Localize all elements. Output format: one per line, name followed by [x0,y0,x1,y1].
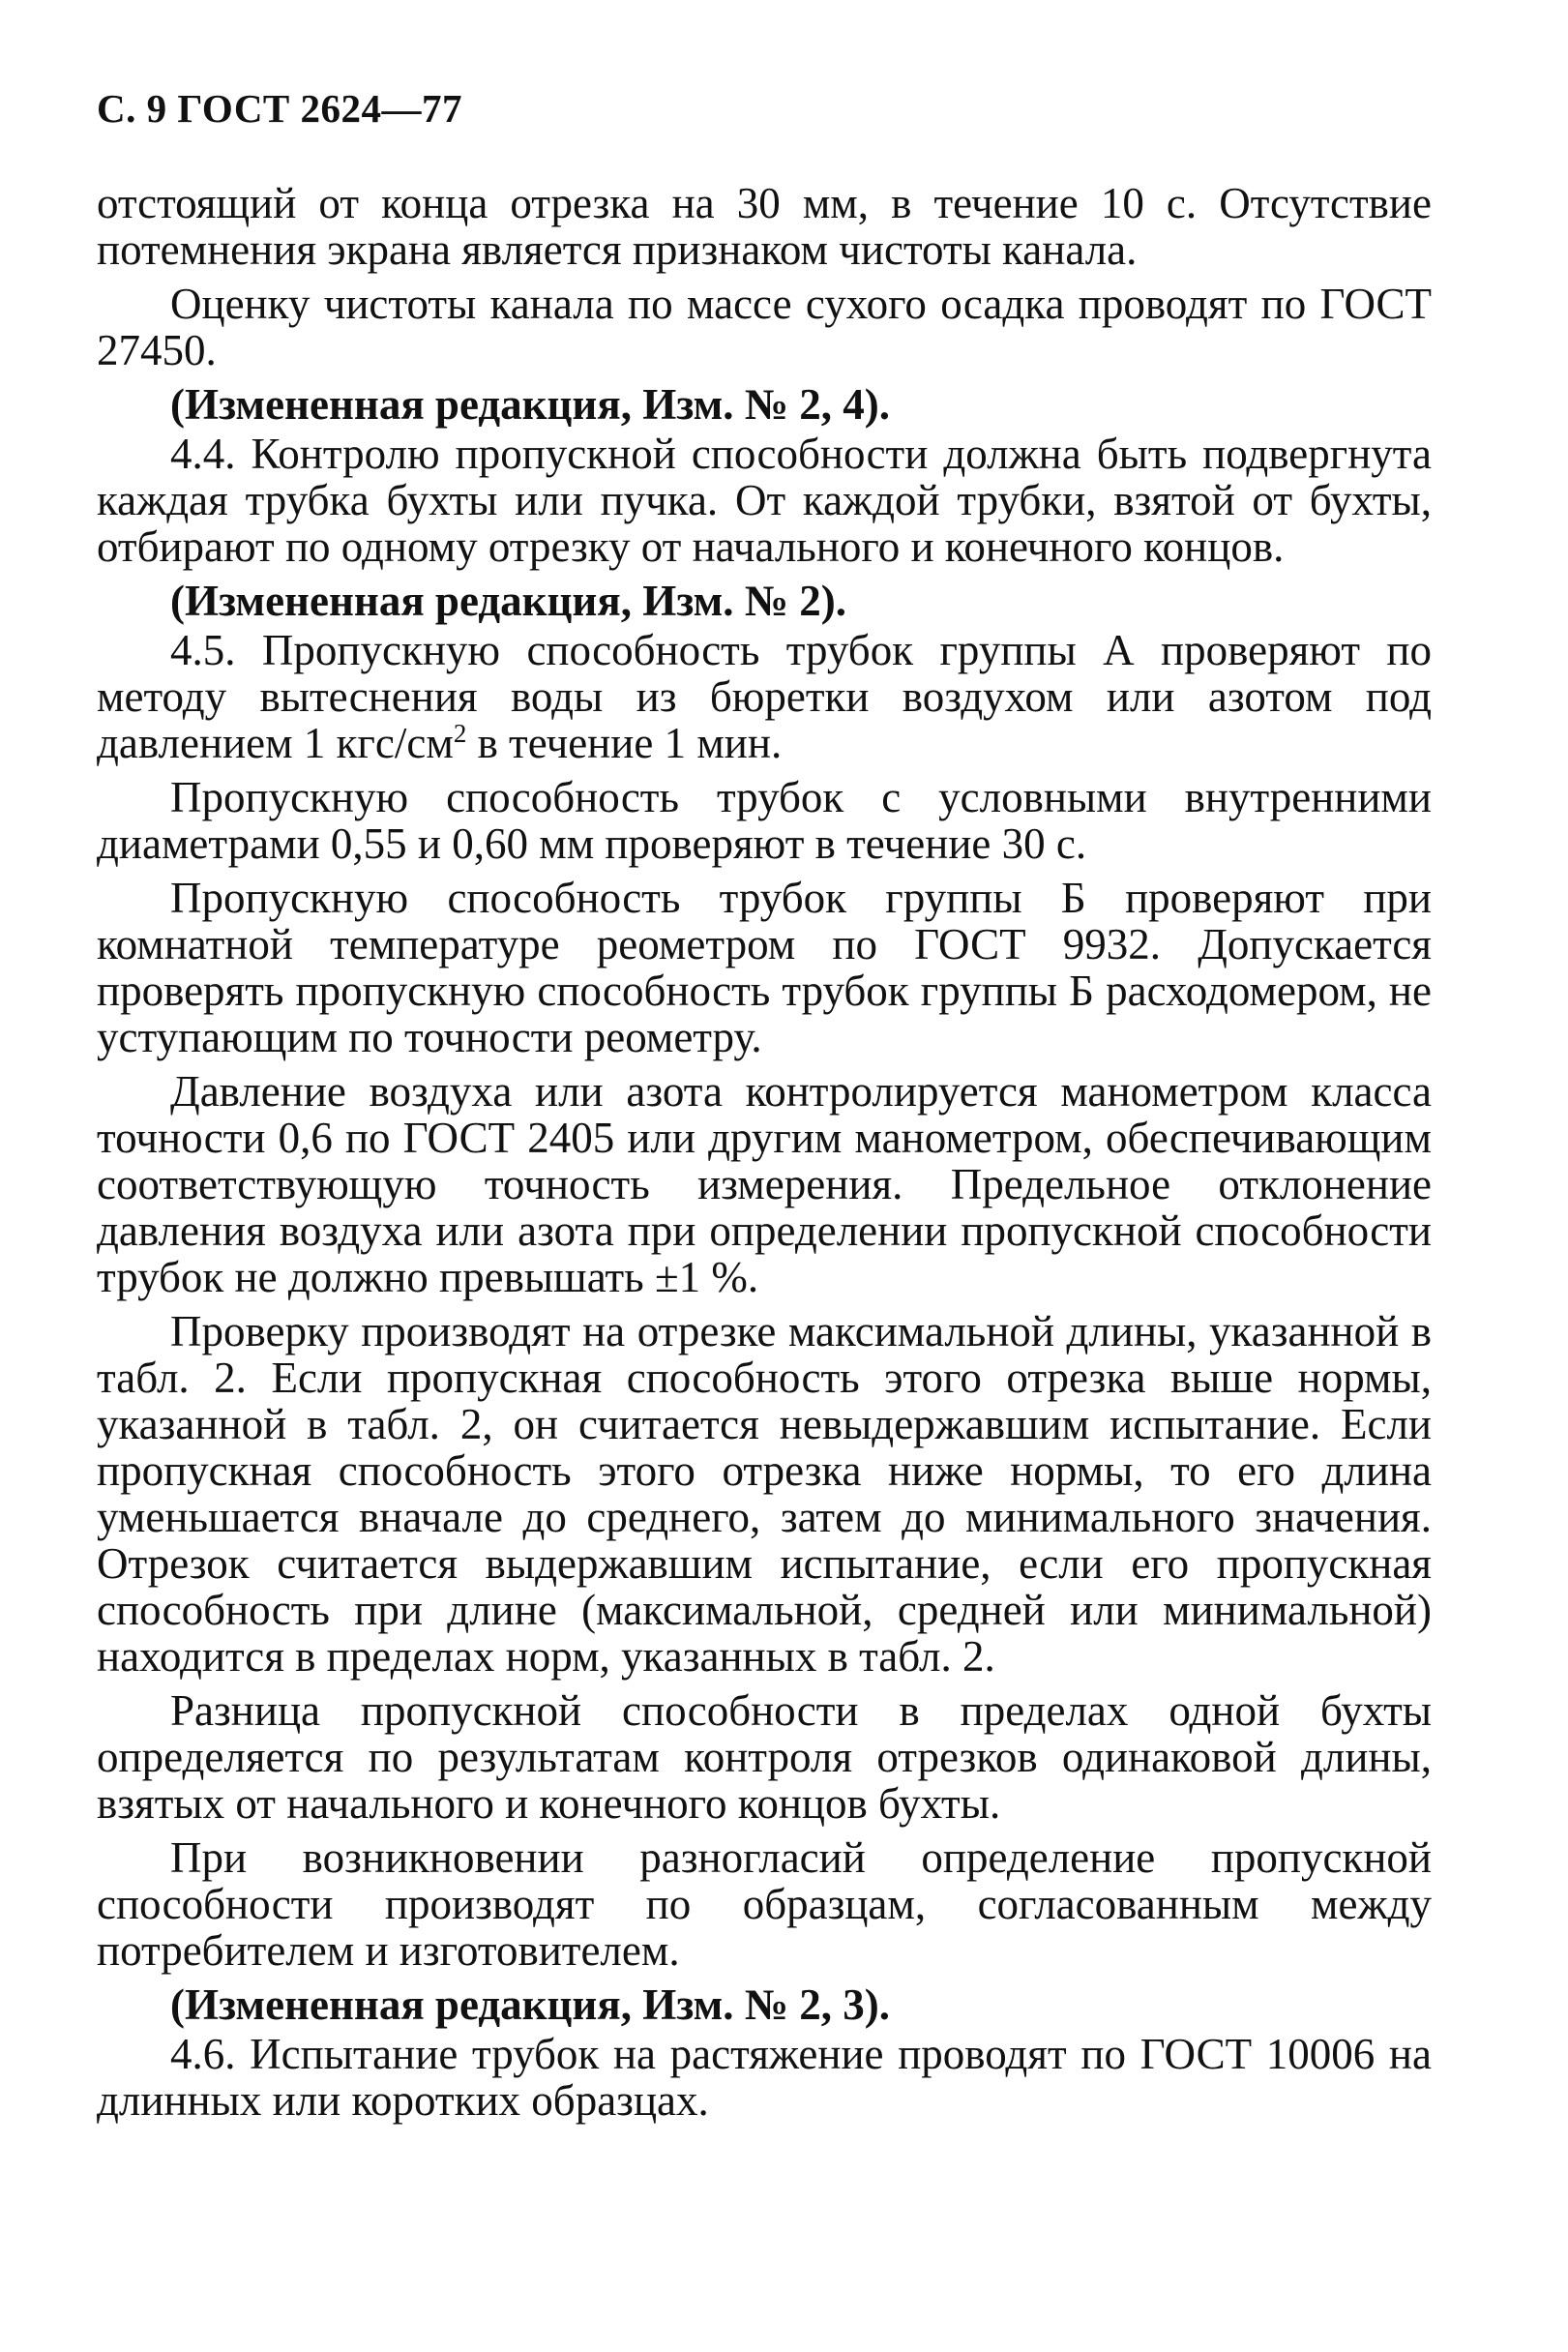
clause-4-5-text-end: в течение 1 мин. [466,719,783,767]
amendment-note: (Измененная редакция, Изм. № 2). [170,577,847,625]
paragraph-coil-difference: Разница пропускной способности в пределах одной бухты определяется по результатам контроля отрезков одинаковой длины, взятых от начального и конечного концов бухты. [97,1686,1432,1828]
clause-4-5-text: 4.5. Пропускную способность трубок группы А проверяют по методу вытеснения воды из бюретки воздухом или азотом под давлением 1 кгс/см [97,626,1432,767]
clause-4-5 [97,627,1432,766]
page-header: С. 9 ГОСТ 2624—77 [97,86,463,131]
clause-4-6: 4.6. Испытание трубок на растяжение проводят по ГОСТ 10006 на длинных или коротких образцах. [97,2030,1432,2125]
paragraph-cleanliness-mass: Оценку чистоты канала по массе сухого осадка проводят по ГОСТ 27450. [97,280,1432,374]
superscript: 2 [453,719,467,748]
amendment-note: (Измененная редакция, Изм. № 2, 3). [170,1980,891,2029]
paragraph-pressure: Давление воздуха или азота контролируется манометром класса точности 0,6 по ГОСТ 2405 или другим манометром, обеспечивающим соответствующую точность измерения. Предельное отклонение давления воздуха или азота при определении пропускной способности трубок не должно превышать ±1 %. [97,1067,1432,1301]
paragraph-disagreements: При возникновении разногласий определение пропускной способности производят по образцам, согласованным между потребителем и изготовителем. [97,1833,1432,1975]
document-body [97,180,1432,2131]
paragraph-continuation: отстоящий от конца отрезка на 30 мм, в течение 10 с. Отсутствие потемнения экрана является признаком чистоты канала. [97,179,1432,274]
paragraph-check-procedure: Проверку производят на отрезке максимальной длины, указанной в табл. 2. Если пропускная способность этого отрезка выше нормы, указанной в табл. 2, он считается невыдержавшим испытание. Если пропускная способность этого отрезка ниже нормы, то его длина уменьшается вначале до среднего, затем до минимального значения. Отрезок считается выдержавшим испытание, если его пропускная способность при длине (максимальной, средней или минимальной) находится в пределах норм, указанных в табл. 2. [97,1307,1432,1681]
paragraph-diameters: Пропускную способность трубок с условными внутренними диаметрами 0,55 и 0,60 мм проверяют в течение 30 с. [97,773,1432,868]
amendment-note: (Измененная редакция, Изм. № 2, 4). [170,380,891,429]
paragraph-group-b: Пропускную способность трубок группы Б проверяют при комнатной температуре реометром по ГОСТ 9932. Допускается проверять пропускную способность трубок группы Б расходомером, не уступающим по точности реометру. [97,874,1432,1061]
clause-4-4: 4.4. Контролю пропускной способности должна быть подвергнута каждая трубка бухты или пучка. От каждой трубки, взятой от бухты, отбирают по одному отрезку от начального и конечного концов. [97,430,1432,571]
